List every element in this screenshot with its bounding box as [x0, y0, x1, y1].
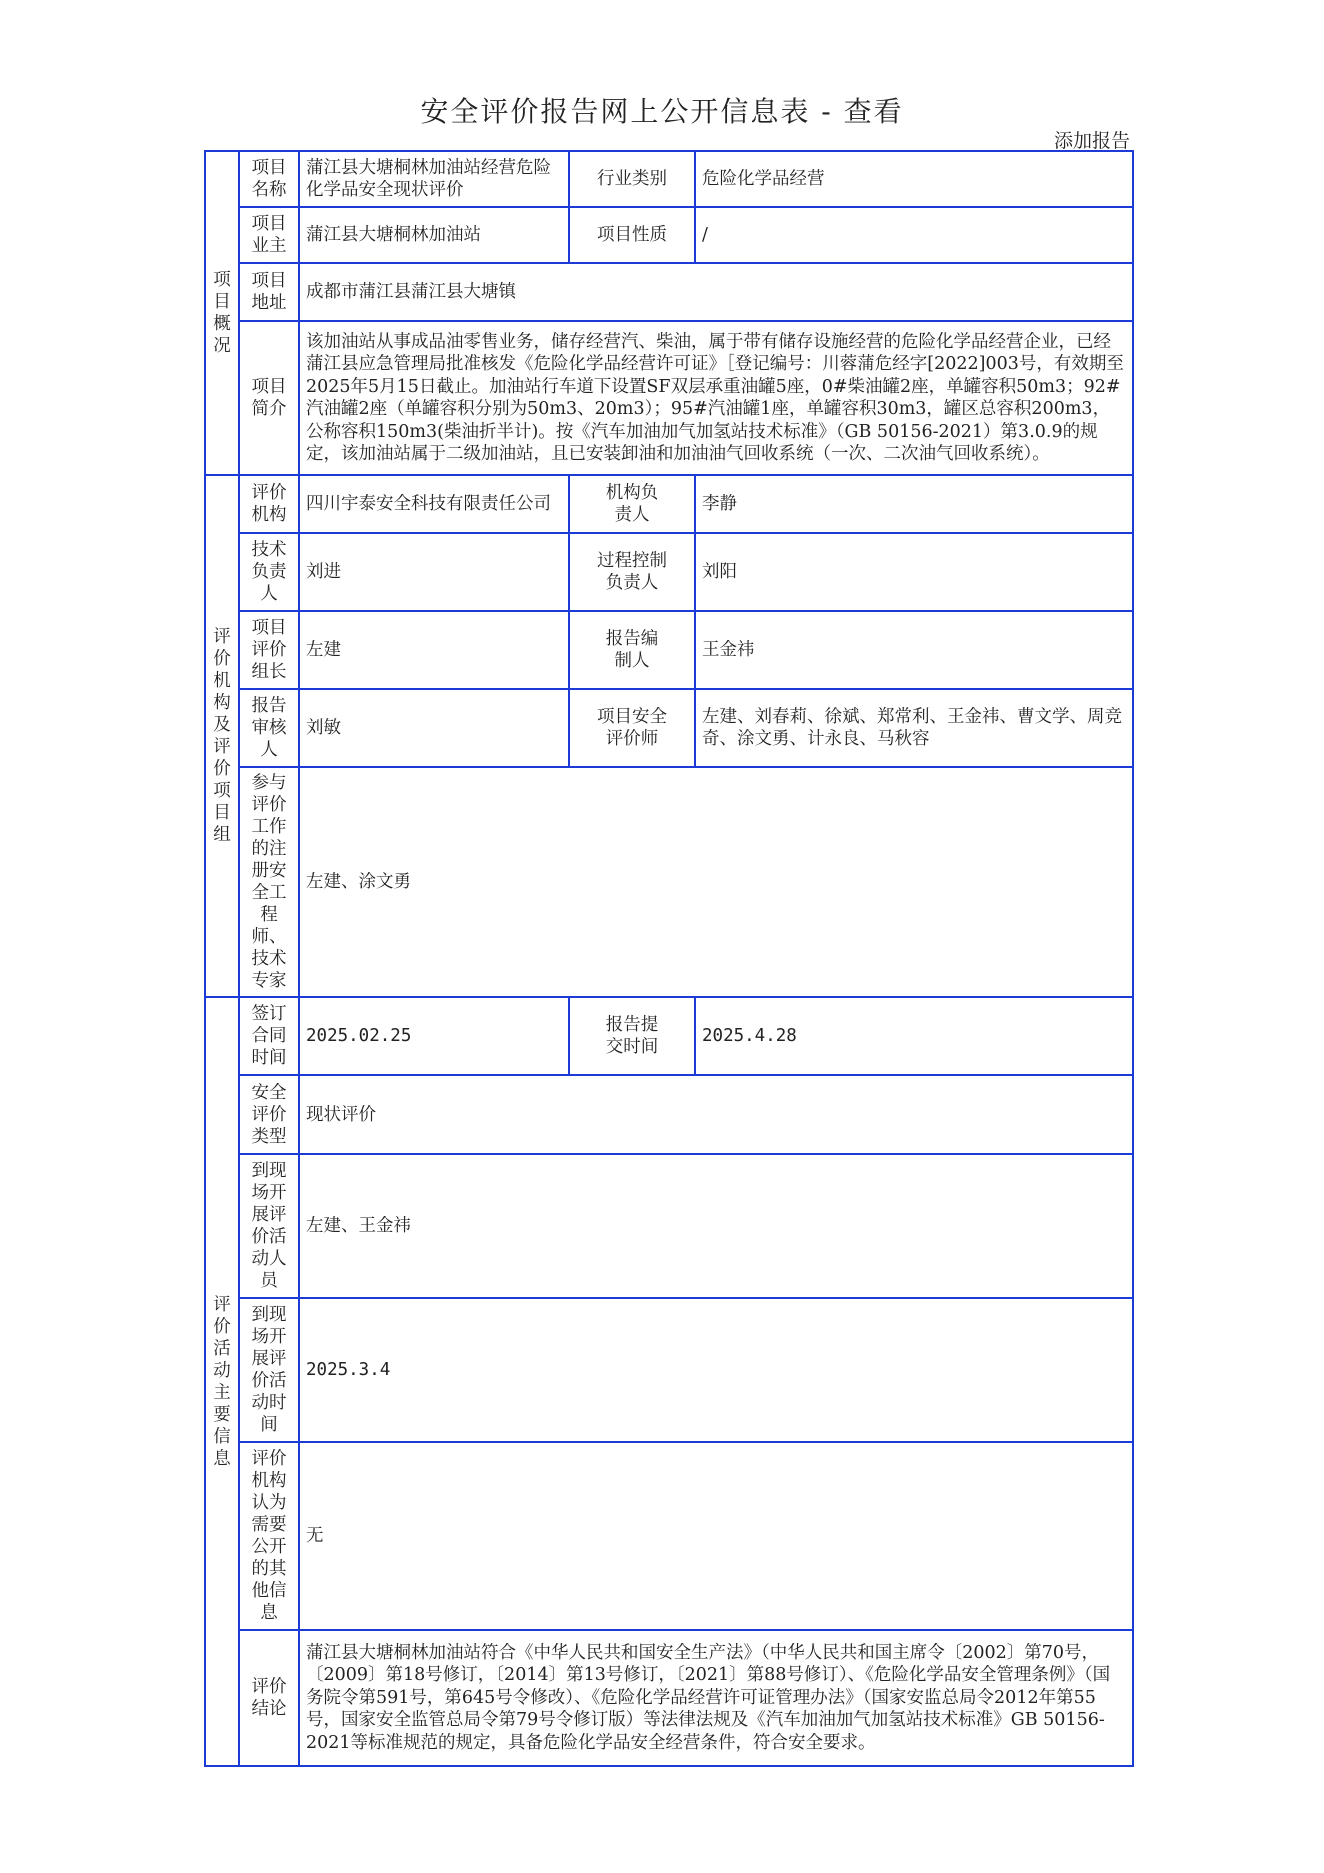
table-row: [205, 1442, 1133, 1630]
org-value: 四川宇泰安全科技有限责任公司: [299, 475, 569, 533]
section-activity: 评价活动主要信息: [205, 997, 239, 1766]
author-label: 报告编制人: [569, 611, 695, 689]
project-name-label: 项目名称: [239, 151, 299, 207]
conclusion-value: 蒲江县大塘桐林加油站符合《中华人民共和国安全生产法》（中华人民共和国主席令〔2002〕第70号，〔2009〕第18号修订，〔2014〕第13号修订，〔2021〕第88号修订）、《危险化学品安全管理条例》（国务院令第591号，第645号令修改）、《危险化学品经营许可证管理办法》（国家安监总局令2012年第55号，国家安全监管总局令第79号令修订版）等法律法规及《汽车加油加气加氢站技术标准》GB 50156-2021等标准规范的规定，具备危险化学品安全经营条件，符合安全要求。: [299, 1630, 1133, 1766]
assessors-label: 项目安全评价师: [569, 689, 695, 767]
owner-value: 蒲江县大塘桐林加油站: [299, 207, 569, 263]
table-row: [205, 689, 1133, 767]
table-row: [205, 997, 1133, 1075]
tech-head-value: 刘进: [299, 533, 569, 611]
leader-label: 项目评价组长: [239, 611, 299, 689]
submit-date-value: 2025.4.28: [695, 997, 1133, 1075]
table-row: [205, 1298, 1133, 1442]
author-value: 王金祎: [695, 611, 1133, 689]
reviewer-label: 报告审核人: [239, 689, 299, 767]
process-head-value: 刘阳: [695, 533, 1133, 611]
section-team: 评价机构及评价项目组: [205, 475, 239, 997]
table-row: [205, 1630, 1133, 1766]
nature-value: /: [695, 207, 1133, 263]
leader-value: 左建: [299, 611, 569, 689]
table-row: [205, 1075, 1133, 1154]
table-row: [205, 611, 1133, 689]
site-date-label: 到现场开展评价活动时间: [239, 1298, 299, 1442]
page-title: 安全评价报告网上公开信息表 - 查看: [420, 95, 904, 128]
info-table: [204, 150, 1134, 1767]
org-head-value: 李静: [695, 475, 1133, 533]
address-label: 项目地址: [239, 263, 299, 321]
table-row: [205, 767, 1133, 997]
org-head-label: 机构负责人: [569, 475, 695, 533]
other-info-value: 无: [299, 1442, 1133, 1630]
intro-label: 项目简介: [239, 321, 299, 475]
section-overview: 项目概况: [205, 151, 239, 475]
site-staff-label: 到现场开展评价活动人员: [239, 1154, 299, 1298]
submit-date-label: 报告提交时间: [569, 997, 695, 1075]
reviewer-value: 刘敏: [299, 689, 569, 767]
address-value: 成都市蒲江县蒲江县大塘镇: [299, 263, 1133, 321]
table-row: [205, 263, 1133, 321]
project-name-value: 蒲江县大塘桐林加油站经营危险化学品安全现状评价: [299, 151, 569, 207]
table-row: [205, 1154, 1133, 1298]
table-row: [205, 321, 1133, 475]
engineers-value: 左建、涂文勇: [299, 767, 1133, 997]
other-info-label: 评价机构认为需要公开的其他信息: [239, 1442, 299, 1630]
org-label: 评价机构: [239, 475, 299, 533]
table-row: [205, 207, 1133, 263]
site-staff-value: 左建、王金祎: [299, 1154, 1133, 1298]
contract-date-label: 签订合同时间: [239, 997, 299, 1075]
type-value: 现状评价: [299, 1075, 1133, 1154]
add-report-link[interactable]: 添加报告: [1053, 130, 1130, 152]
contract-date-value: 2025.02.25: [299, 997, 569, 1075]
site-date-value: 2025.3.4: [299, 1298, 1133, 1442]
process-head-label: 过程控制负责人: [569, 533, 695, 611]
engineers-label: 参与评价工作的注册安全工程师、技术专家: [239, 767, 299, 997]
type-label: 安全评价类型: [239, 1075, 299, 1154]
industry-label: 行业类别: [569, 151, 695, 207]
tech-head-label: 技术负责人: [239, 533, 299, 611]
conclusion-label: 评价结论: [239, 1630, 299, 1766]
owner-label: 项目业主: [239, 207, 299, 263]
assessors-value: 左建、刘春莉、徐斌、郑常利、王金祎、曹文学、周竞奇、涂文勇、计永良、马秋容: [695, 689, 1133, 767]
intro-value: 该加油站从事成品油零售业务，储存经营汽、柴油，属于带有储存设施经营的危险化学品经营企业，已经蒲江县应急管理局批准核发《危险化学品经营许可证》［登记编号：川蓉蒲危经字[2022]003号，有效期至2025年5月15日截止。加油站行车道下设置SF双层承重油罐5座，0#柴油罐2座，单罐容积50m3；92#汽油罐2座（单罐容积分别为50m3、20m3）；95#汽油罐1座，单罐容积30m3，罐区总容积200m3，公称容积150m3(柴油折半计)。按《汽车加油加气加氢站技术标准》（GB 50156-2021）第3.0.9的规定，该加油站属于二级加油站，且已安装卸油和加油油气回收系统（一次、二次油气回收系统）。: [299, 321, 1133, 475]
nature-label: 项目性质: [569, 207, 695, 263]
table-row: [205, 533, 1133, 611]
table-row: [205, 475, 1133, 533]
industry-value: 危险化学品经营: [695, 151, 1133, 207]
table-row: [205, 151, 1133, 207]
